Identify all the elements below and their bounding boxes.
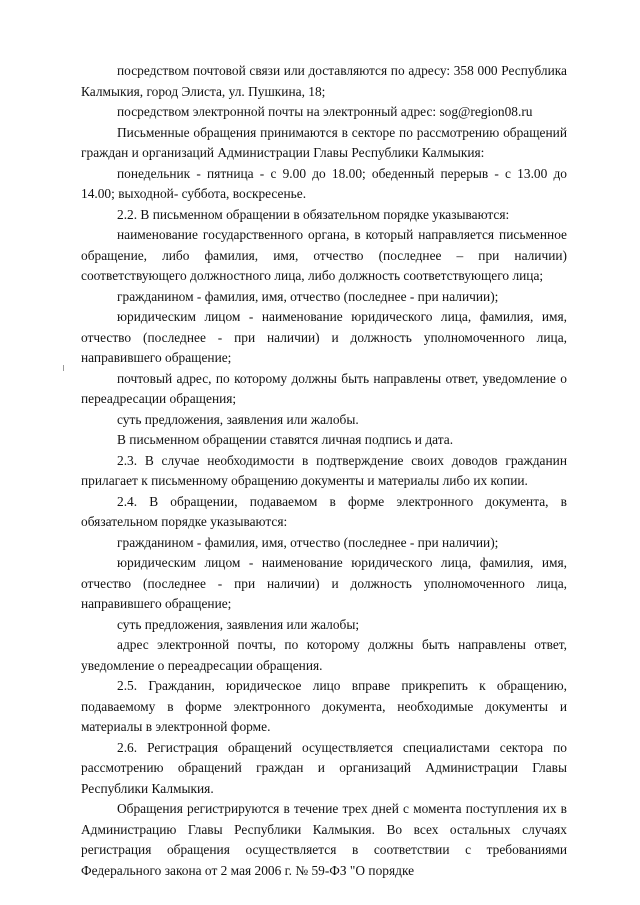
paragraph-section-2-5: 2.5. Гражданин, юридическое лицо вправе прикрепить к обращению, подаваемому в форме электронного документа, необходимые документы и материалы в электронной форме. [81,678,567,734]
paragraph-email-address: посредством электронной почты на электронный адрес: sog@region08.ru [117,104,533,119]
paragraph-section-2-3: 2.3. В случае необходимости в подтверждение своих доводов гражданин прилагает к письменному обращению документы и материалы либо их копии. [81,452,567,488]
paragraph-essence-electronic: суть предложения, заявления или жалобы; [117,616,360,632]
paragraph-legal-entity: юридическим лицом - наименование юридического лица, фамилия, имя, отчество (последнее - при наличии) и должность уполномоченного лица, направившего обращение; [81,309,567,365]
paragraph-working-hours: понедельник - пятница - с 9.00 до 18.00; обеденный перерыв - с 13.00 до 14.00; выходной- суббота, воскресенье. [81,165,567,201]
paragraph-section-2-6: 2.6. Регистрация обращений осуществляется специалистами сектора по рассмотрению обращений граждан и организаций Администрации Главы Республики Калмыкия. [81,739,567,796]
paragraph-section-2-2: 2.2. В письменном обращении в обязательном порядке указываются: [117,206,510,222]
paragraph-reception-sector: Письменные обращения принимаются в секторе по рассмотрению обращений граждан и организаций Администрации Главы Республики Калмыкия: [81,124,567,160]
paragraph-postal-reply: почтовый адрес, по которому должны быть направлены ответ, уведомление о переадресации обращения; [81,370,567,406]
paragraph-citizen-name-electronic: гражданином - фамилия, имя, отчество (последнее - при наличии); [117,534,499,550]
document-body [81,61,567,881]
paragraph-addressee: наименование государственного органа, в который направляется письменное обращение, либо фамилия, имя, отчество (последнее – при наличии) соответствующего должностного лица, либо должность соответствующего лица; [81,227,567,283]
paragraph-legal-entity-electronic: юридическим лицом - наименование юридического лица, фамилия, имя, отчество (последнее - при наличии) и должность уполномоченного лица, направившего обращение; [81,555,567,611]
paragraph-essence: суть предложения, заявления или жалобы. [117,411,359,427]
paragraph-registration-term: Обращения регистрируются в течение трех дней с момента поступления их в Администрацию Главы Республики Калмыкия. Во всех остальных случаях регистрация обращения осуществляется в соответствии с требованиями Федерального закона от 2 мая 2006 г. № 59-ФЗ "О порядке [81,801,567,878]
paragraph-postal-address: посредством почтовой связи или доставляются по адресу: 358 000 Республика Калмыкия, город Элиста, ул. Пушкина, 18; [81,63,567,99]
paragraph-email-reply: адрес электронной почты, по которому должны быть направлены ответ, уведомление о переадресации обращения. [81,637,567,673]
paragraph-section-2-4: 2.4. В обращении, подаваемом в форме электронного документа, в обязательном порядке указываются: [81,493,567,529]
paragraph-citizen-name: гражданином - фамилия, имя, отчество (последнее - при наличии); [117,288,499,304]
paragraph-signature-date: В письменном обращении ставятся личная подпись и дата. [117,432,454,447]
scan-artifact-mark [63,365,64,371]
